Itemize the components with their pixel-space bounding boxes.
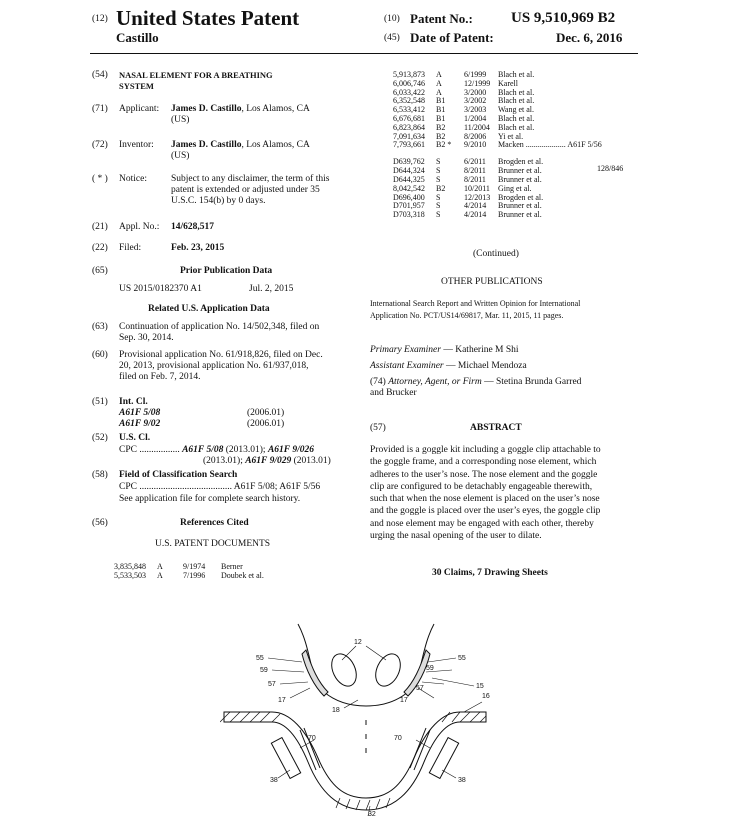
ref-number: 8,042,542 [393, 183, 425, 193]
intcl-code: (51) [92, 397, 108, 407]
field-search-cpc: CPC ....................................... A61F 5/08; A61F 5/56 [119, 482, 321, 492]
ref-name: Wang et al. [498, 105, 535, 115]
fig-label-12: 12 [354, 639, 362, 646]
intcl-class-2-version: (2006.01) [247, 419, 285, 429]
intcl-heading: Int. Cl. [119, 397, 148, 407]
other-pub-line1: International Search Report and Written Opinion for International [370, 299, 581, 308]
ref-name: Macken .................... A61F 5/56 [498, 140, 602, 150]
ref-kind: S [436, 175, 441, 184]
field-search-code: (58) [92, 470, 108, 480]
fig-label-55: 55 [256, 655, 264, 662]
ref-number: D644,324 [393, 166, 425, 176]
ref-number: D696,400 [393, 192, 425, 202]
assistant-examiner-name: — Michael Mendoza [443, 361, 527, 371]
date-of-patent: Dec. 6, 2016 [556, 30, 623, 45]
uscl-heading: U.S. Cl. [119, 433, 151, 443]
abstract-heading: ABSTRACT [470, 423, 522, 433]
cpc-dots: ................. [139, 445, 180, 455]
abstract-line: and nose element may be engaged with each other, thereby [370, 518, 594, 529]
ref-name: Brunner et al. [498, 201, 542, 211]
ref-number: D701,957 [393, 201, 425, 211]
other-pub-entry [370, 298, 580, 322]
date-of-patent-label: Date of Patent: [410, 30, 494, 45]
inventor-code: (72) [92, 140, 108, 150]
ref-name: Karell [498, 78, 518, 88]
ref-name: Blach et al. [498, 96, 535, 106]
continuation-line2: Sep. 30, 2014. [119, 333, 174, 343]
ref-kind: B2 [436, 183, 446, 193]
fig-label-38: 38 [458, 777, 466, 784]
ref-number: 6,823,864 [393, 122, 425, 132]
ref-kind: S [436, 157, 441, 167]
representative-drawing [220, 620, 510, 816]
uscl-cpc-line1 [119, 445, 314, 456]
ref-number: 7,793,661 [393, 140, 425, 150]
other-pubs-heading: OTHER PUBLICATIONS [441, 277, 543, 287]
continuation-text [119, 322, 351, 344]
inventor-name: James D. Castillo [171, 140, 242, 150]
notice-code: ( * ) [92, 174, 108, 184]
ref-date: 12/1999 [464, 78, 491, 88]
ref-name: Blach et al. [498, 122, 535, 132]
notice-line1: Subject to any disclaimer, the term of this [171, 174, 330, 184]
fig-label-17: 17 [400, 697, 408, 704]
provisional-line2: 20, 2013, provisional application No. 61/937,018, [119, 361, 309, 371]
intcl-class-1: A61F 5/08 [119, 408, 161, 418]
ref-number: D703,318 [393, 210, 425, 220]
code-45: (45) [384, 33, 400, 43]
ref-name: Berner [221, 562, 243, 571]
ref-kind: S [436, 210, 441, 220]
ref-date: 8/2011 [464, 166, 486, 176]
invention-title-line1: NASAL ELEMENT FOR A BREATHING [119, 70, 273, 80]
abstract-line: Provided is a goggle kit including a goggle clip attachable to [370, 445, 601, 455]
ref-date: 6/1999 [464, 70, 487, 79]
ref-kind: B1 [436, 105, 446, 115]
leaders-left [268, 658, 310, 698]
cpc-class-3-version: (2013.01) [293, 456, 331, 466]
ref-date: 12/2013 [464, 192, 491, 202]
intcl-class-2: A61F 9/02 [119, 419, 161, 429]
fig-label-70: 70 [308, 735, 316, 742]
ref-kind: B2 [436, 131, 446, 141]
ref-number: D639,762 [393, 157, 425, 167]
prior-code: (65) [92, 266, 108, 276]
ref-name: Brogden et al. [498, 157, 544, 167]
ref-date: 1/2004 [464, 114, 487, 123]
abstract-line: such that when the nose element is placed on the user’s nose [370, 494, 600, 505]
ref-kind: A [157, 562, 163, 571]
filed-code: (22) [92, 243, 108, 253]
code-12: (12) [92, 14, 108, 24]
notice-line2: patent is extended or adjusted under 35 [171, 185, 320, 195]
ref-kind: B1 [436, 96, 446, 106]
ref-number: 7,091,634 [393, 131, 425, 141]
primary-examiner-label: Primary Examiner [370, 345, 441, 355]
title-code: (54) [92, 70, 108, 80]
prior-pub-date: Jul. 2, 2015 [249, 284, 294, 294]
attorney-code: (74) [370, 377, 386, 387]
ref-date: 3/2000 [464, 87, 487, 97]
us-docs-heading: U.S. PATENT DOCUMENTS [155, 539, 271, 549]
prior-pub-heading: Prior Publication Data [180, 266, 273, 276]
cpc-class-2-version: (2013.01); [203, 456, 243, 466]
applicant-location: , Los Alamos, CA [241, 104, 310, 114]
cpc-class-3: A61F 9/029 [245, 456, 292, 466]
inventor-surname: Castillo [116, 30, 159, 45]
ref-date: 11/2004 [464, 122, 490, 132]
attorney-name: — Stetina Brunda Garred [481, 377, 582, 387]
ref-date: 7/1996 [183, 571, 206, 580]
abstract-line: urging the nasal opening of the user to dilate. [370, 531, 542, 542]
cpc-class-1-version: (2013.01); [225, 445, 266, 455]
refs-code: (56) [92, 518, 108, 528]
abstract-line: and the goggle is placed over the user’s eyes, the goggle clip [370, 506, 601, 517]
abstract-code: (57) [370, 423, 386, 433]
provisional-line1: Provisional application No. 61/918,826, filed on Dec. [119, 350, 323, 360]
ref-name: Blach et al. [498, 87, 535, 97]
fig-label-57: 57 [416, 685, 424, 692]
ref-kind: S [436, 166, 441, 176]
leaders-70 [300, 740, 430, 748]
ref-kind: B1 [436, 114, 446, 123]
ref-name: Doubek et al. [221, 571, 264, 580]
other-pub-line2: Application No. PCT/US14/69817, Mar. 11, 2015, 11 pages. [370, 311, 564, 320]
fig-label-59: 59 [260, 667, 268, 674]
ref-number: 5,533,503 [114, 571, 146, 580]
ref-name: Brunner et al. [498, 166, 542, 176]
appl-number: 14/628,517 [171, 222, 215, 232]
abstract-text [370, 444, 630, 542]
provisional-code: (60) [92, 350, 108, 360]
fig-label-15: 15 [476, 683, 484, 690]
fig-label-70: 70 [394, 735, 402, 742]
abstract-line: clip are configured to be detachably engageable therewith, [370, 481, 593, 492]
ref-date: 8/2006 [464, 131, 487, 141]
cpc-class-1: A61F 5/08 [182, 445, 224, 455]
ref-number: 6,006,746 [393, 78, 425, 88]
applicant-value [171, 104, 310, 126]
ref-kind: A [157, 571, 163, 580]
ref-date: 6/2011 [464, 157, 486, 167]
inventor-country: (US) [171, 151, 190, 161]
patent-header [0, 0, 731, 56]
ref-kind: S [436, 192, 441, 202]
fig-label-38: 38 [270, 777, 278, 784]
ref-date: 3/2003 [464, 105, 487, 115]
fig-label-18: 18 [332, 707, 340, 714]
field-search-heading: Field of Classification Search [119, 470, 238, 480]
applicant-name: James D. Castillo [171, 104, 242, 114]
ref-kind: B2 [436, 122, 446, 132]
header-rule [90, 53, 638, 54]
applicant-country: (US) [171, 115, 190, 125]
filed-date: Feb. 23, 2015 [171, 243, 225, 253]
ref-kind: S [436, 201, 441, 211]
primary-examiner-name: — Katherine M Shi [440, 345, 519, 355]
invention-title-line2: SYSTEM [119, 81, 154, 91]
refs-heading: References Cited [180, 518, 249, 528]
fig-label-59: 59 [426, 665, 434, 672]
ref-date: 3/2002 [464, 96, 487, 106]
ref-name: Ging et al. [498, 183, 532, 193]
ref-date: 8/2011 [464, 175, 486, 184]
abstract-line: adheres to the user’s nose. The nose element and the goggle [370, 469, 598, 480]
patent-no-label: Patent No.: [410, 11, 473, 26]
macken-us-class: 128/846 [597, 164, 624, 173]
ref-kind: B2 * [436, 140, 452, 150]
leader-16 [464, 702, 482, 712]
continuation-code: (63) [92, 322, 108, 332]
patent-number: US 9,510,969 B2 [511, 10, 616, 26]
ref-date: 4/2014 [464, 201, 487, 211]
left-nostril [327, 650, 361, 690]
ref-date: 9/1974 [183, 562, 206, 571]
left-nose-element [302, 650, 328, 696]
attorney-name-line2: and Brucker [370, 388, 417, 398]
attorney [370, 377, 581, 399]
field-search-note: See application file for complete search history. [119, 494, 301, 504]
ref-name: Yi et al. [498, 131, 524, 141]
inventor-location: , Los Alamos, CA [241, 140, 310, 150]
fig-label-17: 17 [278, 697, 286, 704]
inventor-label: Inventor: [119, 140, 154, 150]
applicant-label: Applicant: [119, 104, 160, 114]
leader-15 [432, 678, 474, 686]
invention-title [119, 70, 273, 92]
leaders-38 [278, 770, 456, 778]
ref-name: Brunner et al. [498, 210, 542, 220]
refs-continued: (Continued) [473, 249, 519, 259]
abstract-line: the goggle frame, and a corresponding nose element, which [370, 457, 597, 468]
right-goggle-clip [429, 738, 458, 779]
uscl-cpc-line2 [203, 456, 331, 467]
notice-line3: U.S.C. 154(b) by 0 days. [171, 196, 266, 206]
right-nostril [371, 650, 405, 690]
primary-examiner [370, 345, 519, 356]
ref-number: D644,325 [393, 175, 425, 184]
fig-label-57: 57 [268, 681, 276, 688]
ref-name: Blach et al. [498, 114, 535, 123]
fig-label-55: 55 [458, 655, 466, 662]
ref-kind: A [436, 78, 442, 88]
provisional-text [119, 350, 351, 383]
leader-18 [344, 700, 358, 708]
prior-pub-number: US 2015/0182370 A1 [119, 284, 202, 294]
appl-code: (21) [92, 222, 108, 232]
continuation-line1: Continuation of application No. 14/502,348, filed on [119, 322, 320, 332]
notice-text [171, 174, 349, 207]
code-10: (10) [384, 14, 400, 24]
cpc-class-2: A61F 9/026 [267, 445, 314, 455]
ref-name: Brunner et al. [498, 175, 542, 184]
ref-number: 6,533,412 [393, 105, 425, 115]
ref-date: 10/2011 [464, 183, 490, 193]
ref-kind: A [436, 70, 442, 79]
cpc-label: CPC [119, 445, 137, 455]
ref-number: 5,913,873 [393, 70, 425, 79]
intcl-class-1-version: (2006.01) [247, 408, 285, 418]
fig-label-32: 32 [368, 811, 376, 816]
related-app-heading: Related U.S. Application Data [148, 304, 270, 314]
attorney-label: Attorney, Agent, or Firm [388, 377, 482, 387]
assistant-examiner-label: Assistant Examiner [370, 361, 444, 371]
ref-number: 6,033,422 [393, 87, 425, 97]
ref-number: 6,676,681 [393, 114, 425, 123]
ref-number: 6,352,548 [393, 96, 425, 106]
provisional-line3: filed on Feb. 7, 2014. [119, 372, 201, 382]
ref-name: Blach et al. [498, 70, 535, 79]
ref-kind: A [436, 87, 442, 97]
ref-date: 4/2014 [464, 210, 487, 220]
ref-name: Brogden et al. [498, 192, 544, 202]
inventor-value [171, 140, 310, 162]
ref-date: 9/2010 [464, 140, 487, 150]
appl-label: Appl. No.: [119, 222, 160, 232]
fig-label-16: 16 [482, 693, 490, 700]
applicant-code: (71) [92, 104, 108, 114]
uscl-code: (52) [92, 433, 108, 443]
claims-summary: 30 Claims, 7 Drawing Sheets [432, 568, 548, 578]
assistant-examiner [370, 361, 527, 372]
patent-title-heading: United States Patent [116, 6, 300, 30]
notice-label: Notice: [119, 174, 147, 184]
nose-outline [298, 624, 434, 706]
ref-number: 3,835,848 [114, 562, 146, 571]
filed-label: Filed: [119, 243, 142, 253]
